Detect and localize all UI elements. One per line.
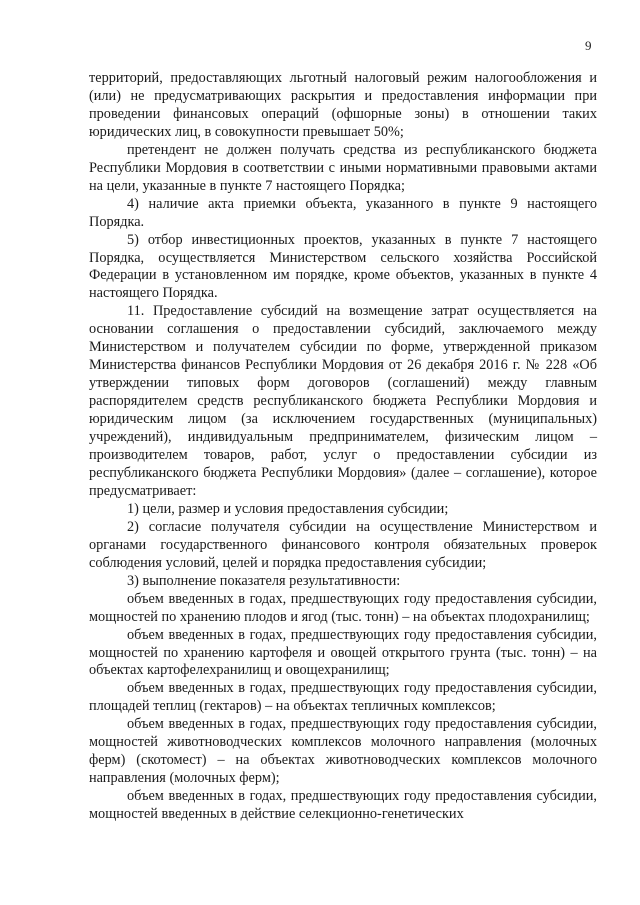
paragraph: 5) отбор инвестиционных проектов, указанных в пункте 7 настоящего Порядка, осуществляется Министерством сельского хозяйства Российской Федерации в установленном им порядке, кроме объектов, указанных в пункте 4 настоящего Порядка. bbox=[89, 231, 597, 302]
paragraph: объем введенных в годах, предшествующих году предоставления субсидии, мощностей введенных в действие селекционно-генетических bbox=[89, 788, 597, 823]
paragraph: претендент не должен получать средства из республиканского бюджета Республики Мордовия в соответствии с иными нормативными правовыми актами на цели, указанные в пункте 7 настоящего Порядка; bbox=[89, 141, 597, 194]
paragraph: объем введенных в годах, предшествующих году предоставления субсидии, мощностей по хранению плодов и ягод (тыс. тонн) – на объектах плодохранилищ; bbox=[89, 590, 597, 625]
paragraph: 1) цели, размер и условия предоставления субсидии; bbox=[127, 500, 449, 517]
paragraph: объем введенных в годах, предшествующих году предоставления субсидии, мощностей животноводческих комплексов молочного направления (молочных ферм) (скотомест) – на объектах животноводческих комплексов молочного направления (молочных ферм); bbox=[89, 716, 597, 787]
page-number: 9 bbox=[585, 38, 592, 53]
paragraph: 2) согласие получателя субсидии на осуществление Министерством и органами государственного финансового контроля обязательных проверок соблюдения условий, целей и порядка предоставления субсидии; bbox=[89, 518, 597, 571]
paragraph: 3) выполнение показателя результативности: bbox=[127, 572, 401, 589]
paragraph: 4) наличие акта приемки объекта, указанного в пункте 9 настоящего Порядка. bbox=[89, 195, 597, 230]
document-body bbox=[89, 70, 597, 824]
paragraph: объем введенных в годах, предшествующих году предоставления субсидии, площадей теплиц (гектаров) – на объектах тепличных комплексов; bbox=[89, 680, 597, 715]
paragraph: объем введенных в годах, предшествующих году предоставления субсидии, мощностей по хранению картофеля и овощей открытого грунта (тыс. тонн) – на объектах картофелехранилищ и овощехранилищ; bbox=[89, 626, 597, 679]
paragraph: 11. Предоставление субсидий на возмещение затрат осуществляется на основании соглашения о предоставлении субсидий, заключаемого между Министерством и получателем субсидии по форме, утвержденной приказом Министерства финансов Республики Мордовия от 26 декабря 2016 г. № 228 «Об утверждении типовых форм договоров (соглашений) между главным распорядителем средств республиканского бюджета Республики Мордовия и юридическим лицом (за исключением государственных (муниципальных) учреждений), индивидуальным предпринимателем, физическим лицом – производителем товаров, работ, услуг о предоставлении субсидии из республиканского бюджета Республики Мордовия» (далее – соглашение), которое предусматривает: bbox=[89, 303, 597, 499]
paragraph: территорий, предоставляющих льготный налоговый режим налогообложения и (или) не предусматривающих раскрытия и предоставления информации при проведении финансовых операций (офшорные зоны) в отношении таких юридических лиц, в совокупности превышает 50%; bbox=[89, 70, 597, 140]
